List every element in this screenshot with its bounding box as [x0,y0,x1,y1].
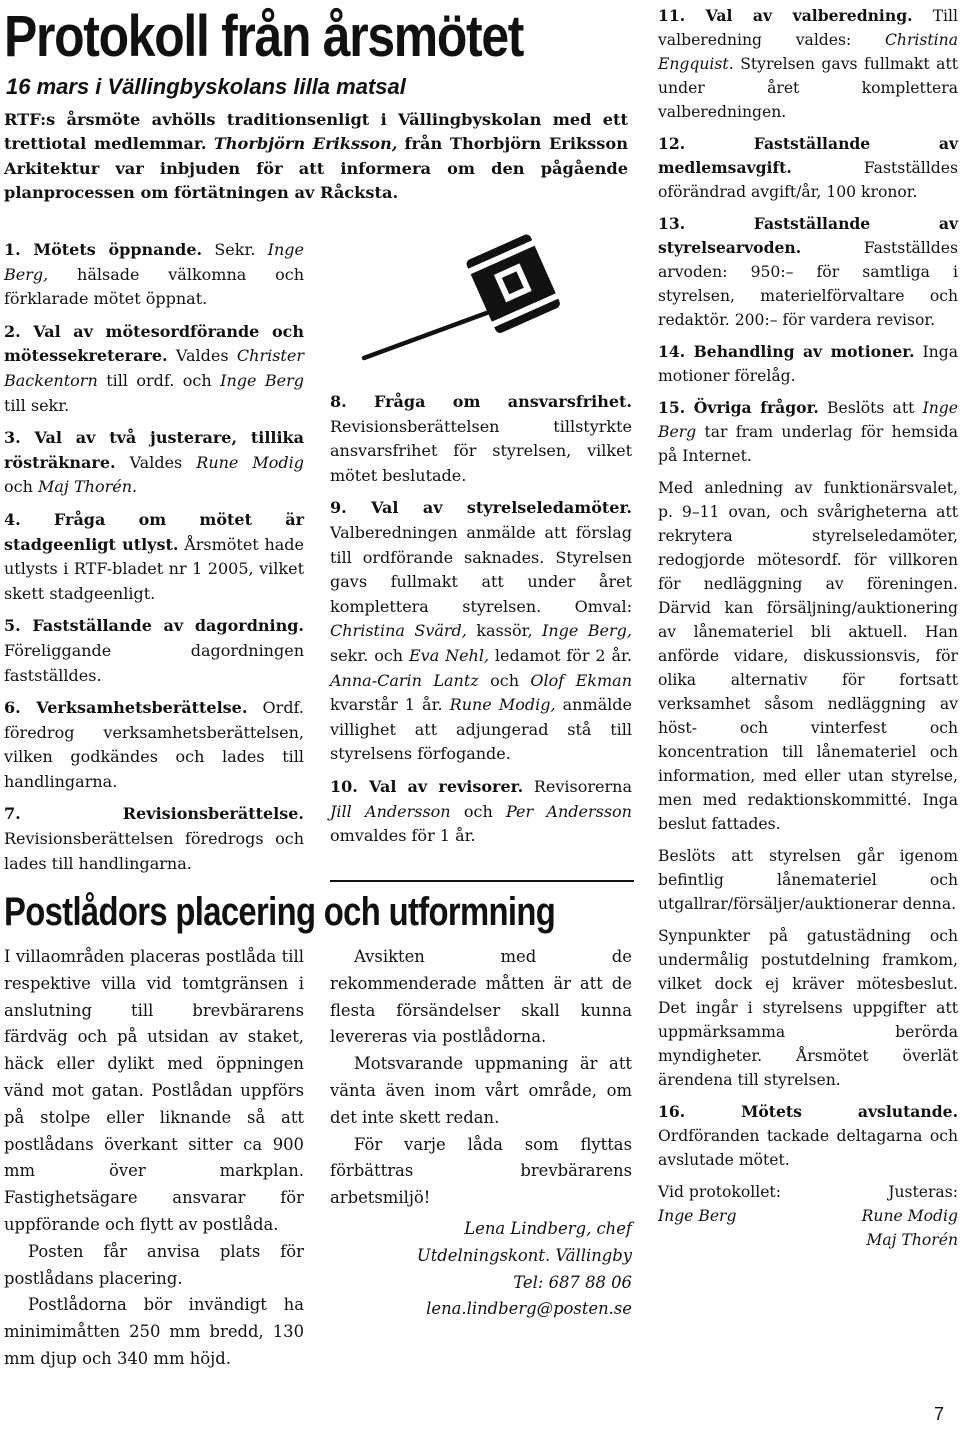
minutes-column-2 [330,390,632,857]
signatory: Inge Berg [658,1207,737,1225]
signature-name: Lena Lindberg, chef [464,1218,632,1238]
paragraph: Motsvarande uppmaning är att vänta även inom vårt område, om det inte skett redan. [330,1054,632,1127]
paragraph: Postlådorna bör invändigt ha minimimåtten 250 mm bredd, 130 mm djup och 340 mm höjd. [4,1295,304,1368]
article-signature [330,1216,632,1323]
page-subtitle: 16 mars i Vällingbyskolans lilla matsal [6,74,406,99]
list-item: 4. Fråga om mötet är stadgeenligt utlyst. Årsmötet hade utlysts i RTF-bladet nr 1 2005, vilket skett stadgeenligt. [4,509,305,603]
list-item: 11. Val av valberedning. Till valberedning valdes: Christina Engquist. Styrelsen gavs fullmakt att under året komplettera valberedningen. [658,6,958,121]
signatory: Rune Modig [861,1207,958,1225]
signature-office: Utdelningskont. Vällingby [416,1245,632,1265]
list-item: 3. Val av två justerare, tillika rösträknare. Valdes Rune Modig och Maj Thorén. [4,428,305,497]
list-item: 9. Val av styrelseledamöter. Valberedningen anmälde att förslag till ordförande saknades. Styrelsen gavs fullmakt att under året komplettera styrelsen. Omval: Christina Svärd, kassör, Inge Berg, sekr. och Eva Nehl, ledamot för 2 år. Anna-Carin Lantz och Olof Ekman kvarstår 1 år. Rune Modig, anmälde villighet att adjungerad stå till styrelsens förfogande. [330,498,633,764]
paragraph: Beslöts att styrelsen går igenom befintlig lånemateriel och utgallrar/försäljer/auktionerar denna. [658,847,958,913]
minutes-column-3 [658,4,958,1252]
page-number: 7 [934,1404,945,1424]
paragraph: Synpunkter på gatustädning och undermålig postutdelning framkom, vilket dock ej kräver mötesbeslut. Det ingår i styrelsens uppgifter att uppmärksamma berörda myndigheter. Årsmötet överlät ärendena till styrelsen. [658,927,958,1089]
gavel-icon [352,226,592,376]
signatory: Maj Thorén [866,1231,958,1249]
list-item: 2. Val av mötesordförande och mötessekreterare. Valdes Christer Backentorn till ordf. och Inge Berg till sekr. [4,321,305,415]
list-item: 12. Fastställande av medlemsavgift. Fastställdes oförändrad avgift/år, 100 kronor. [658,134,958,201]
signature-phone: Tel: 687 88 06 [513,1272,632,1292]
list-item: 5. Fastställande av dagordning. Föreliggande dagordningen fastställdes. [4,616,304,685]
list-item: 10. Val av revisorer. Revisorerna Jill Andersson och Per Andersson omvaldes för 1 år. [330,776,632,846]
page-title: Protokoll från årsmötet [4,4,524,69]
adjusted-label: Justeras: [888,1183,958,1201]
article-column-2 [330,944,632,1323]
article-heading: Postlådors placering och utformning [4,890,556,934]
signature-email: lena.lindberg@posten.se [426,1299,632,1319]
paragraph: Avsikten med de rekommenderade måtten är att de flesta försändelser skall kunna levereras via postlådorna. [330,947,632,1047]
signature-labels [658,1180,958,1204]
article-column-1 [4,944,304,1373]
list-item: 15. Övriga frågor. Beslöts att Inge Berg tar fram underlag för hemsida på Internet. [658,398,958,465]
list-item: 8. Fråga om ansvarsfrihet. Revisionsberättelsen tillstyrkte ansvarsfrihet för styrelsen, vilket mötet beslutade. [330,392,632,485]
signature-names [658,1204,958,1228]
minutes-column-1 [4,238,304,884]
paragraph: Posten får anvisa plats för postlådans placering. [4,1241,304,1288]
list-item: 7. Revisionsberättelse. Revisionsberättelsen föredrogs och lades till handlingarna. [4,804,304,873]
paragraph: Med anledning av funktionärsvalet, p. 9–11 ovan, och svårigheterna att rekrytera styrelseledamöter, redogjorde mötesordf. för villkoren för nedläggning av föreningen. Därvid kan försäljning/auktionering av lånemateriel bli aktuell. Han anförde vidare, diskussionsvis, för olika alternativ för fortsatt verksamhet såsom nedläggning av höst- och vinterfest och koncentration till lånemateriel och information, med eller utan styrelse, men med redaktionskommitté. Inga beslut fattades. [658,479,958,833]
list-item: 13. Fastställande av styrelsearvoden. Fastställdes arvoden: 950:– för samtliga i styrelsen, materielförvaltare och redaktör. 200:– för vardera revisor. [658,214,958,329]
paragraph: För varje låda som flyttas förbättras brevbärarens arbetsmiljö! [330,1134,632,1208]
intro-paragraph: RTF:s årsmöte avhölls traditionsenligt i Vällingbyskolan med ett trettiotal medlemmar. Thorbjörn Eriksson, från Thorbjörn Eriksson Arkitektur var inbjuden för att informera om den pågående planprocessen om förtätningen av Råcksta. [4,110,628,203]
minutes-taker-label: Vid protokollet: [658,1183,781,1201]
list-item: 14. Behandling av motioner. Inga motioner förelåg. [658,342,958,385]
list-item: 1. Mötets öppnande. Sekr. Inge Berg, hälsade välkomna och förklarade mötet öppnat. [4,240,305,309]
list-item: 16. Mötets avslutande. Ordföranden tackade deltagarna och avslutade mötet. [658,1102,958,1169]
list-item: 6. Verksamhetsberättelse. Ordf. föredrog verksamhetsberättelsen, vilken godkändes och lades till handlingarna. [4,698,304,791]
paragraph: I villaområden placeras postlåda till respektive villa vid tomtgränsen i anslutning till brevbärarens färdväg och på utsidan av staket, häck eller dylikt med öppningen vänd mot gatan. Postlådan uppförs på stolpe eller liknande så att postlådans överkant sitter ca 900 mm över markplan. Fastighetsägare ansvarar för uppförande och flytt av postlåda. [4,947,304,1234]
